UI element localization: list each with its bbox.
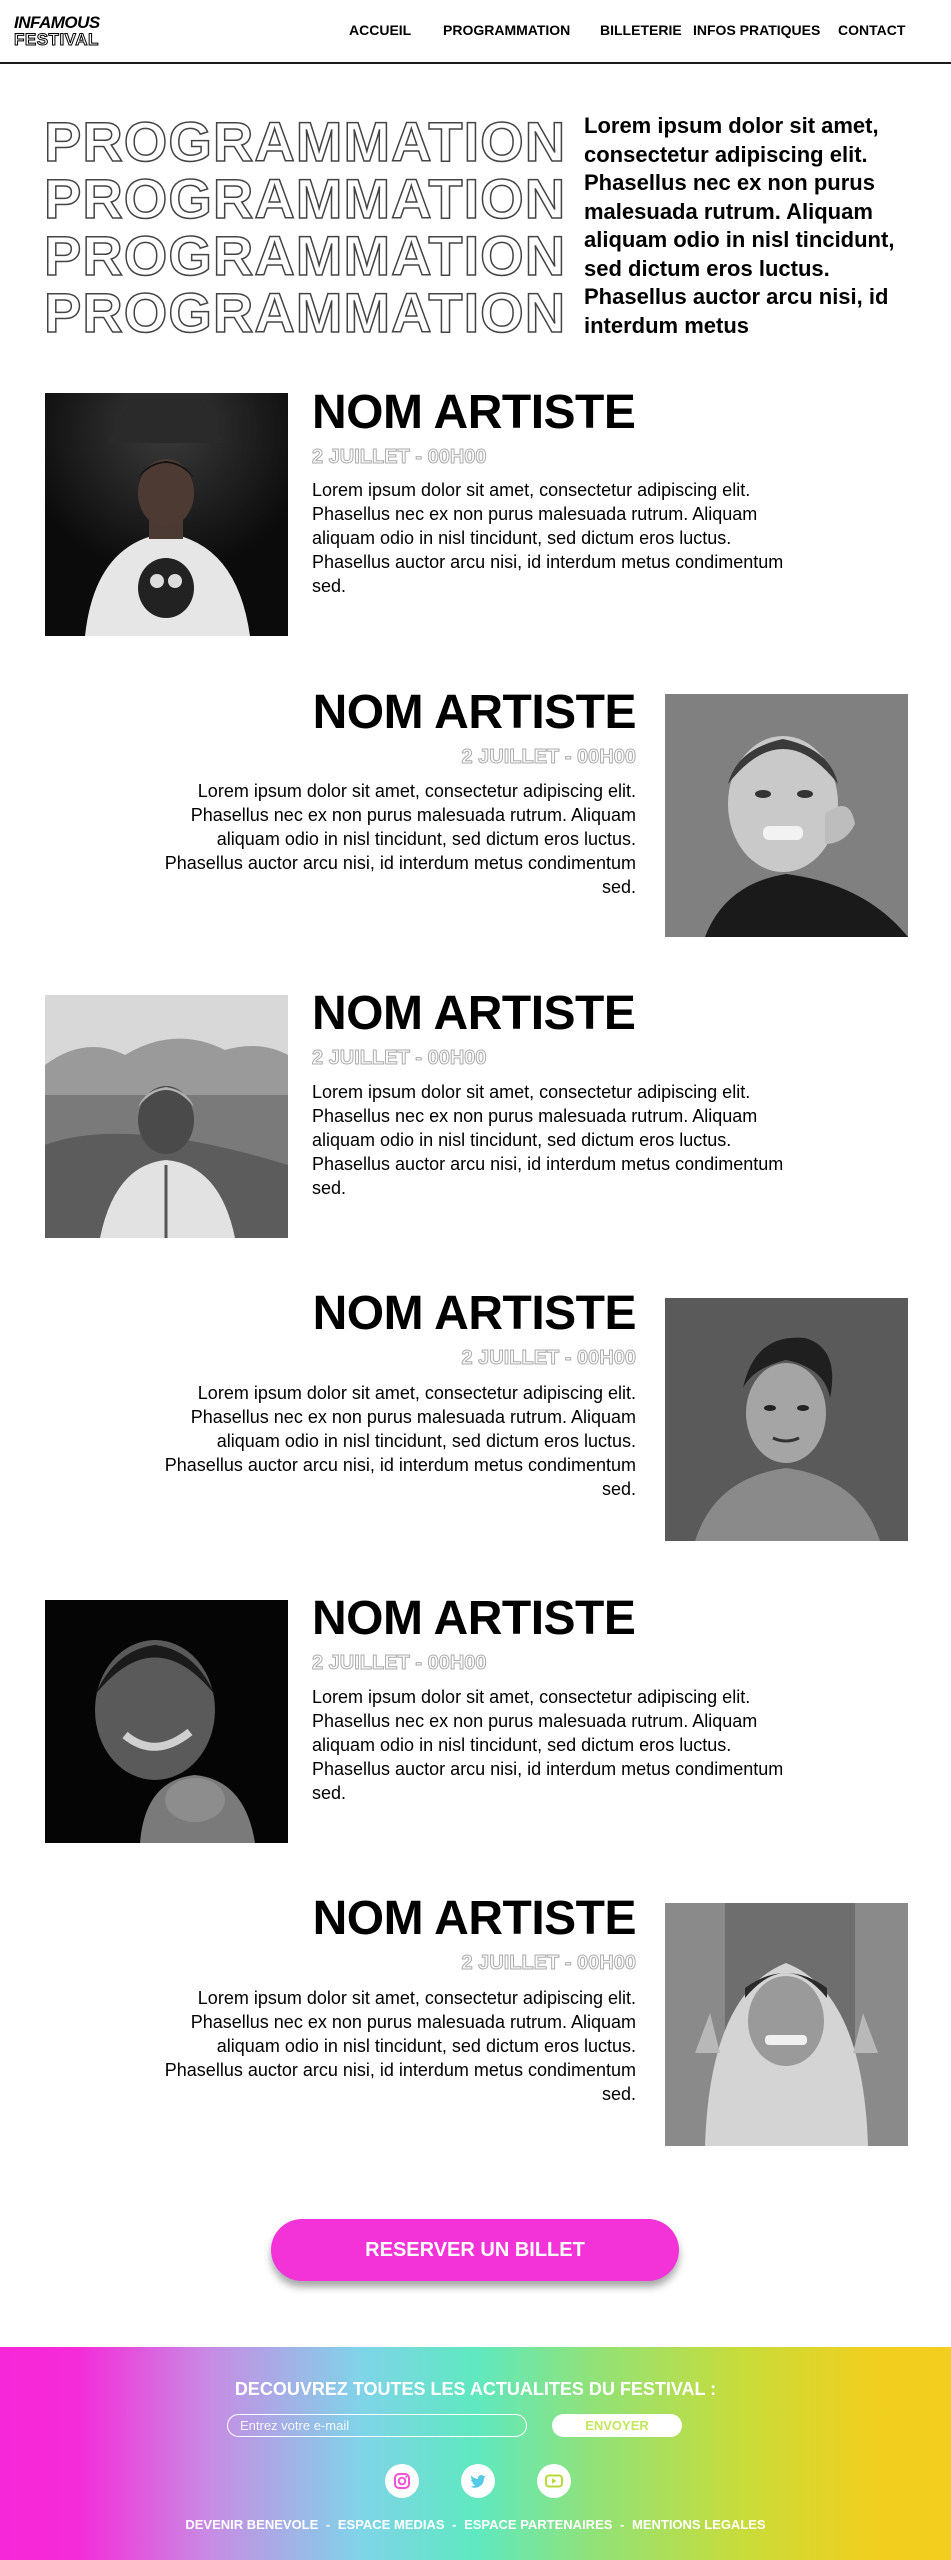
site-header [0,0,951,64]
artist-date: 2 JUILLET - 00H00 [312,1652,487,1674]
footer-links [0,2517,951,2532]
artist-date: 2 JUILLET - 00H00 [312,1047,487,1069]
artist-description: Lorem ipsum dolor sit amet, consectetur adipiscing elit. Phasellus nec ex non purus malesuada rutrum. Aliquam aliquam odio in nisl tincidunt, sed dictum eros luctus. Phasellus auctor arcu nisi, id interdum metus condimentum sed. [164,1988,636,2104]
logo-bottom-text: FESTIVAL [14,30,99,49]
artist-photo [665,1298,908,1541]
artist-date: 2 JUILLET - 00H00 [461,1952,636,1974]
email-field[interactable] [227,2414,527,2437]
link-espace-partenaires[interactable]: ESPACE PARTENAIRES [464,2517,613,2532]
artist-photo [45,995,288,1238]
nav-accueil[interactable]: ACCUEIL [349,22,412,38]
link-separator: - [448,2517,461,2532]
youtube-icon[interactable] [537,2464,571,2498]
artist-description: Lorem ipsum dolor sit amet, consectetur adipiscing elit. Phasellus nec ex non purus malesuada rutrum. Aliquam aliquam odio in nisl tincidunt, sed dictum eros luctus. Phasellus auctor arcu nisi, id interdum metus condimentum sed. [164,1383,636,1499]
reserve-ticket-button[interactable]: RESERVER UN BILLET [271,2219,679,2281]
nav-infos-pratiques[interactable]: INFOS PRATIQUES [693,22,821,38]
hero-intro-text: Lorem ipsum dolor sit amet, consectetur adipiscing elit. Phasellus nec ex non purus malesuada rutrum. Aliquam aliquam odio in nisl tincidunt, sed dictum eros luctus. Phasellus auctor arcu nisi, id interdum metus [584,113,895,338]
link-espace-medias[interactable]: ESPACE MEDIAS [337,2517,445,2532]
hero-title-line: PROGRAMMATION [44,110,567,173]
nav-billeterie[interactable]: BILLETERIE [600,22,682,38]
site-footer [0,2347,951,2560]
artist-name: NOM ARTISTE [312,1592,636,1645]
artist-name: NOM ARTISTE [312,1892,636,1945]
artist-date: 2 JUILLET - 00H00 [461,746,636,768]
hero-title-line: PROGRAMMATION [44,224,567,287]
artist-name: NOM ARTISTE [312,386,636,439]
logo-top-text: INFAMOUS [14,13,100,32]
artist-name: NOM ARTISTE [312,1287,636,1340]
artist-description: Lorem ipsum dolor sit amet, consectetur adipiscing elit. Phasellus nec ex non purus malesuada rutrum. Aliquam aliquam odio in nisl tincidunt, sed dictum eros luctus. Phasellus auctor arcu nisi, id interdum metus condimentum sed. [312,1082,784,1198]
main-nav [0,22,951,42]
link-separator: - [322,2517,334,2532]
instagram-icon[interactable] [385,2464,419,2498]
artist-description: Lorem ipsum dolor sit amet, consectetur adipiscing elit. Phasellus nec ex non purus malesuada rutrum. Aliquam aliquam odio in nisl tincidunt, sed dictum eros luctus. Phasellus auctor arcu nisi, id interdum metus condimentum sed. [164,781,636,897]
link-mentions-legales[interactable]: MENTIONS LEGALES [631,2517,766,2532]
artist-photo [45,393,288,636]
artist-photo [665,694,908,937]
artist-description: Lorem ipsum dolor sit amet, consectetur adipiscing elit. Phasellus nec ex non purus malesuada rutrum. Aliquam aliquam odio in nisl tincidunt, sed dictum eros luctus. Phasellus auctor arcu nisi, id interdum metus condimentum sed. [312,1687,784,1803]
artist-date: 2 JUILLET - 00H00 [461,1347,636,1369]
link-devenir-benevole[interactable]: DEVENIR BENEVOLE [185,2517,319,2532]
artist-photo [665,1903,908,2146]
artist-name: NOM ARTISTE [312,987,636,1040]
newsletter-title: DECOUVREZ TOUTES LES ACTUALITES DU FESTIVAL : [234,2379,717,2399]
send-button[interactable]: ENVOYER [552,2414,682,2437]
artist-description: Lorem ipsum dolor sit amet, consectetur adipiscing elit. Phasellus nec ex non purus malesuada rutrum. Aliquam aliquam odio in nisl tincidunt, sed dictum eros luctus. Phasellus auctor arcu nisi, id interdum metus condimentum sed. [312,480,784,596]
nav-contact[interactable]: CONTACT [838,22,906,38]
hero-title-line: PROGRAMMATION [44,167,567,230]
artist-date: 2 JUILLET - 00H00 [312,446,487,468]
hero-title-line: PROGRAMMATION [44,281,567,344]
artist-photo [45,1600,288,1843]
nav-programmation[interactable]: PROGRAMMATION [443,22,571,38]
link-separator: - [616,2517,628,2532]
artist-name: NOM ARTISTE [312,686,636,739]
twitter-icon[interactable] [461,2464,495,2498]
